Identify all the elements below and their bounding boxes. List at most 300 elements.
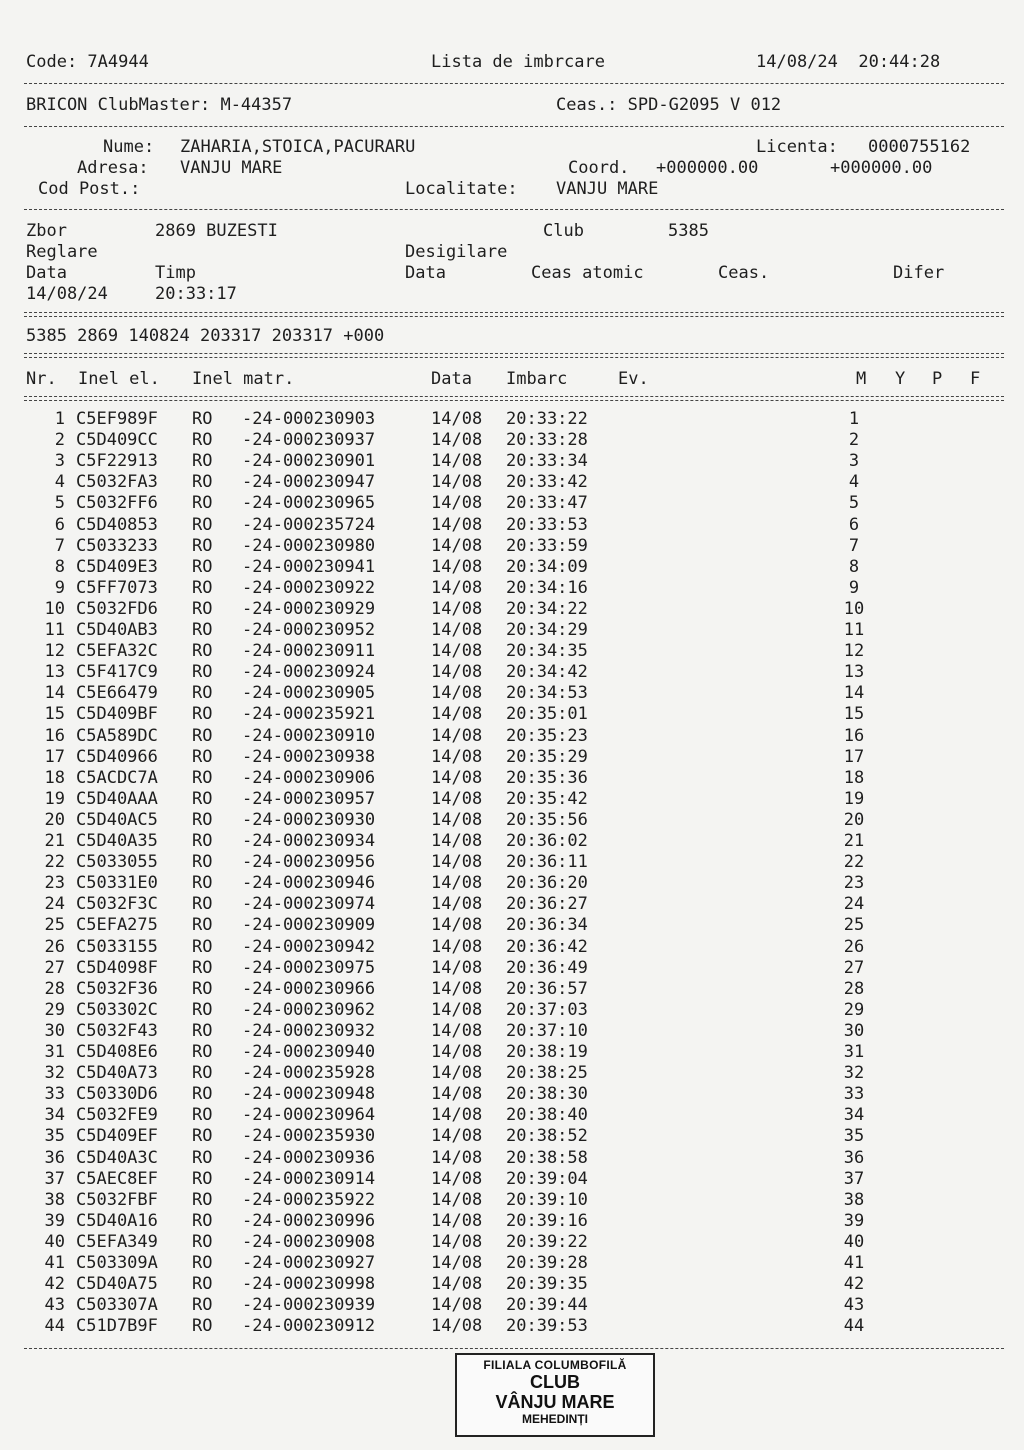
m-count: 4 bbox=[848, 472, 860, 493]
col-header-m: M bbox=[856, 369, 867, 389]
ring-country: RO bbox=[192, 704, 213, 725]
arrival-time: 20:39:35 bbox=[506, 1274, 588, 1295]
stamp-line-4: MEHEDINȚI bbox=[522, 1412, 588, 1426]
arrival-time: 20:35:56 bbox=[506, 809, 588, 830]
arrival-date: 14/08 bbox=[431, 1316, 483, 1337]
ring-electronic: C5D40966 bbox=[76, 746, 158, 767]
ring-country: RO bbox=[192, 472, 213, 493]
row-number: 7 bbox=[54, 535, 65, 556]
arrival-date: 14/08 bbox=[431, 556, 483, 577]
m-count: 12 bbox=[843, 641, 865, 662]
ring-electronic: C5F417C9 bbox=[76, 662, 158, 683]
arrival-time: 20:36:49 bbox=[506, 957, 588, 978]
table-row bbox=[0, 1295, 1024, 1316]
row-number: 37 bbox=[44, 1168, 65, 1189]
ring-electronic: C5D40A73 bbox=[76, 1063, 158, 1084]
arrival-date: 14/08 bbox=[431, 1084, 483, 1105]
ring-electronic: C5032FA3 bbox=[76, 472, 158, 493]
ring-matriculation: -24-000230929 bbox=[242, 598, 376, 619]
row-number: 8 bbox=[54, 556, 65, 577]
ring-electronic: C5D409BF bbox=[76, 704, 158, 725]
table-row bbox=[0, 1169, 1024, 1190]
row-number: 6 bbox=[54, 514, 65, 535]
m-count: 2 bbox=[848, 430, 860, 451]
ring-electronic: C5AEC8EF bbox=[76, 1168, 158, 1189]
ring-matriculation: -24-000230932 bbox=[242, 1020, 376, 1041]
arrival-date: 14/08 bbox=[431, 788, 483, 809]
ring-country: RO bbox=[192, 894, 213, 915]
arrival-time: 20:34:16 bbox=[506, 577, 588, 598]
table-row bbox=[0, 451, 1024, 472]
arrival-time: 20:33:47 bbox=[506, 493, 588, 514]
ring-matriculation: -24-000230965 bbox=[242, 493, 376, 514]
m-count: 26 bbox=[843, 936, 865, 957]
table-row bbox=[0, 789, 1024, 810]
row-number: 18 bbox=[44, 767, 65, 788]
ring-electronic: C503302C bbox=[76, 999, 158, 1020]
arrival-date: 14/08 bbox=[431, 535, 483, 556]
ring-matriculation: -24-000230942 bbox=[242, 936, 376, 957]
arrival-date: 14/08 bbox=[431, 683, 483, 704]
m-count: 3 bbox=[848, 451, 860, 472]
table-row bbox=[0, 620, 1024, 641]
arrival-time: 20:33:59 bbox=[506, 535, 588, 556]
coord-lon: +000000.00 bbox=[830, 158, 933, 178]
table-row bbox=[0, 1232, 1024, 1253]
ring-electronic: C503309A bbox=[76, 1253, 158, 1273]
m-count: 34 bbox=[843, 1105, 865, 1126]
table-row bbox=[0, 1274, 1024, 1295]
ring-electronic: C5D40853 bbox=[76, 514, 158, 535]
ring-matriculation: -24-000230912 bbox=[242, 1316, 376, 1337]
desig-data-label: Data bbox=[405, 263, 446, 283]
arrival-date: 14/08 bbox=[431, 852, 483, 873]
row-number: 24 bbox=[44, 894, 65, 915]
row-number: 39 bbox=[44, 1210, 65, 1231]
ring-electronic: C5D408E6 bbox=[76, 1042, 158, 1062]
ring-country: RO bbox=[192, 725, 213, 746]
col-header-imbarc: Imbarc bbox=[506, 369, 568, 389]
arrival-time: 20:37:10 bbox=[506, 1020, 588, 1041]
postcode-label: Cod Post.: bbox=[38, 179, 141, 199]
reglare-label: Reglare bbox=[26, 242, 98, 262]
col-header-inel-el: Inel el. bbox=[78, 369, 160, 389]
ring-country: RO bbox=[192, 1147, 213, 1168]
row-number: 19 bbox=[44, 788, 65, 809]
arrival-date: 14/08 bbox=[431, 451, 483, 472]
ring-electronic: C5ACDC7A bbox=[76, 767, 158, 788]
ring-matriculation: -24-000230975 bbox=[242, 957, 376, 978]
row-number: 16 bbox=[44, 725, 65, 746]
difer-label: Difer bbox=[893, 263, 945, 283]
arrival-date: 14/08 bbox=[431, 1147, 483, 1168]
row-number: 15 bbox=[44, 704, 65, 725]
row-number: 13 bbox=[44, 662, 65, 683]
ring-country: RO bbox=[192, 493, 213, 514]
ring-matriculation: -24-000230952 bbox=[242, 620, 376, 640]
ring-country: RO bbox=[192, 1231, 213, 1252]
ring-matriculation: -24-000230901 bbox=[242, 451, 376, 472]
clubmaster-id: BRICON ClubMaster: M-44357 bbox=[26, 95, 293, 115]
ring-matriculation: -24-000230910 bbox=[242, 725, 376, 746]
arrival-time: 20:33:28 bbox=[506, 430, 588, 451]
ring-electronic: C5032F3C bbox=[76, 894, 158, 915]
ring-matriculation: -24-000230936 bbox=[242, 1147, 376, 1168]
ring-electronic: C5033233 bbox=[76, 535, 158, 556]
ring-matriculation: -24-000230957 bbox=[242, 788, 376, 809]
arrival-time: 20:38:40 bbox=[506, 1105, 588, 1126]
row-number: 2 bbox=[54, 430, 65, 451]
table-row bbox=[0, 915, 1024, 936]
row-number: 12 bbox=[44, 641, 65, 662]
table-row bbox=[0, 1000, 1024, 1021]
table-row bbox=[0, 704, 1024, 725]
arrival-time: 20:39:04 bbox=[506, 1168, 588, 1189]
m-count: 8 bbox=[848, 556, 860, 577]
ring-country: RO bbox=[192, 1210, 213, 1231]
arrival-date: 14/08 bbox=[431, 873, 483, 894]
arrival-time: 20:38:25 bbox=[506, 1063, 588, 1084]
arrival-time: 20:39:28 bbox=[506, 1253, 588, 1273]
m-count: 6 bbox=[848, 514, 860, 535]
ring-country: RO bbox=[192, 1274, 213, 1295]
ring-country: RO bbox=[192, 514, 213, 535]
row-number: 3 bbox=[54, 451, 65, 472]
row-number: 41 bbox=[44, 1253, 65, 1273]
row-number: 20 bbox=[44, 809, 65, 830]
row-number: 38 bbox=[44, 1189, 65, 1210]
ring-country: RO bbox=[192, 430, 213, 451]
ring-country: RO bbox=[192, 451, 213, 472]
arrival-time: 20:36:27 bbox=[506, 894, 588, 915]
arrival-time: 20:34:29 bbox=[506, 620, 588, 640]
arrival-time: 20:36:42 bbox=[506, 936, 588, 957]
ring-matriculation: -24-000230946 bbox=[242, 873, 376, 894]
ring-electronic: C5D40A16 bbox=[76, 1210, 158, 1231]
ring-electronic: C5D40A75 bbox=[76, 1274, 158, 1295]
arrival-time: 20:33:34 bbox=[506, 451, 588, 472]
m-count: 21 bbox=[843, 831, 865, 851]
document-title: Lista de imbrcare bbox=[431, 52, 605, 72]
ring-matriculation: -24-000230980 bbox=[242, 535, 376, 556]
row-number: 31 bbox=[44, 1042, 65, 1062]
table-row bbox=[0, 873, 1024, 894]
row-number: 25 bbox=[44, 915, 65, 936]
table-row bbox=[0, 599, 1024, 620]
arrival-date: 14/08 bbox=[431, 1042, 483, 1062]
arrival-date: 14/08 bbox=[431, 577, 483, 598]
zbor-value: 2869 BUZESTI bbox=[155, 221, 278, 241]
divider bbox=[24, 209, 1004, 210]
table-row bbox=[0, 937, 1024, 958]
arrival-date: 14/08 bbox=[431, 641, 483, 662]
divider bbox=[24, 1348, 1004, 1349]
ring-electronic: C5EF989F bbox=[76, 409, 158, 429]
ring-electronic: C50331E0 bbox=[76, 873, 158, 894]
m-count: 16 bbox=[843, 725, 865, 746]
ring-country: RO bbox=[192, 999, 213, 1020]
table-row bbox=[0, 810, 1024, 831]
m-count: 33 bbox=[843, 1084, 865, 1105]
m-count: 43 bbox=[843, 1295, 865, 1316]
row-number: 28 bbox=[44, 978, 65, 999]
ceas-label: Ceas. bbox=[718, 263, 770, 283]
arrival-date: 14/08 bbox=[431, 809, 483, 830]
ring-electronic: C5032F43 bbox=[76, 1020, 158, 1041]
col-header-f: F bbox=[970, 369, 981, 389]
row-number: 30 bbox=[44, 1020, 65, 1041]
ring-electronic: C5F22913 bbox=[76, 451, 158, 472]
divider bbox=[24, 83, 1004, 84]
arrival-date: 14/08 bbox=[431, 1020, 483, 1041]
arrival-date: 14/08 bbox=[431, 915, 483, 936]
ring-country: RO bbox=[192, 641, 213, 662]
document-datetime: 14/08/24 20:44:28 bbox=[756, 52, 941, 72]
m-count: 28 bbox=[843, 978, 865, 999]
ring-matriculation: -24-000230927 bbox=[242, 1253, 376, 1273]
arrival-date: 14/08 bbox=[431, 1189, 483, 1210]
coord-lat: +000000.00 bbox=[656, 158, 759, 178]
arrival-date: 14/08 bbox=[431, 725, 483, 746]
ring-matriculation: -24-000230948 bbox=[242, 1084, 376, 1105]
arrival-time: 20:39:10 bbox=[506, 1189, 588, 1210]
arrival-time: 20:36:20 bbox=[506, 873, 588, 894]
ring-matriculation: -24-000230974 bbox=[242, 894, 376, 915]
m-count: 22 bbox=[843, 852, 865, 873]
ring-country: RO bbox=[192, 1084, 213, 1105]
owner-address: VANJU MARE bbox=[180, 158, 283, 178]
m-count: 35 bbox=[843, 1126, 865, 1147]
zbor-label: Zbor bbox=[26, 221, 67, 241]
table-row bbox=[0, 831, 1024, 852]
ring-country: RO bbox=[192, 957, 213, 978]
m-count: 17 bbox=[843, 746, 865, 767]
ring-country: RO bbox=[192, 1316, 213, 1337]
ring-matriculation: -24-000230905 bbox=[242, 683, 376, 704]
clock-id: Ceas.: SPD-G2095 V 012 bbox=[556, 95, 782, 115]
col-header-p: P bbox=[932, 369, 943, 389]
m-count: 1 bbox=[848, 409, 860, 429]
arrival-time: 20:34:22 bbox=[506, 598, 588, 619]
reg-date: 14/08/24 bbox=[26, 284, 108, 304]
table-row bbox=[0, 683, 1024, 704]
row-number: 11 bbox=[44, 620, 65, 640]
col-header-nr: Nr. bbox=[26, 369, 57, 389]
ring-matriculation: -24-000235921 bbox=[242, 704, 376, 725]
divider bbox=[24, 353, 1004, 354]
row-number: 34 bbox=[44, 1105, 65, 1126]
arrival-date: 14/08 bbox=[431, 957, 483, 978]
ring-electronic: C5EFA275 bbox=[76, 915, 158, 936]
m-count: 32 bbox=[843, 1063, 865, 1084]
arrival-date: 14/08 bbox=[431, 1231, 483, 1252]
table-row bbox=[0, 536, 1024, 557]
ring-matriculation: -24-000230903 bbox=[242, 409, 376, 429]
m-count: 40 bbox=[843, 1231, 865, 1252]
ring-matriculation: -24-000230966 bbox=[242, 978, 376, 999]
arrival-time: 20:39:16 bbox=[506, 1210, 588, 1231]
row-number: 29 bbox=[44, 999, 65, 1020]
arrival-date: 14/08 bbox=[431, 472, 483, 493]
arrival-time: 20:35:42 bbox=[506, 788, 588, 809]
arrival-date: 14/08 bbox=[431, 662, 483, 683]
arrival-date: 14/08 bbox=[431, 1274, 483, 1295]
arrival-time: 20:33:22 bbox=[506, 409, 588, 429]
ring-electronic: C5FF7073 bbox=[76, 577, 158, 598]
m-count: 19 bbox=[843, 788, 865, 809]
m-count: 31 bbox=[843, 1042, 865, 1062]
table-row bbox=[0, 747, 1024, 768]
m-count: 9 bbox=[848, 577, 860, 598]
ring-electronic: C5D40AC5 bbox=[76, 809, 158, 830]
arrival-date: 14/08 bbox=[431, 978, 483, 999]
ring-matriculation: -24-000230909 bbox=[242, 915, 376, 936]
table-row bbox=[0, 1063, 1024, 1084]
table-row bbox=[0, 1190, 1024, 1211]
col-header-y: Y bbox=[895, 369, 906, 389]
arrival-time: 20:38:30 bbox=[506, 1084, 588, 1105]
m-count: 27 bbox=[843, 957, 865, 978]
table-row bbox=[0, 557, 1024, 578]
m-count: 30 bbox=[843, 1020, 865, 1041]
ring-electronic: C5E66479 bbox=[76, 683, 158, 704]
arrival-time: 20:36:34 bbox=[506, 915, 588, 936]
ring-matriculation: -24-000230940 bbox=[242, 1042, 376, 1062]
arrival-time: 20:36:57 bbox=[506, 978, 588, 999]
table-row bbox=[0, 852, 1024, 873]
ring-country: RO bbox=[192, 1295, 213, 1316]
ring-electronic: C5EFA349 bbox=[76, 1231, 158, 1252]
ring-electronic: C503307A bbox=[76, 1295, 158, 1316]
stamp-line-2: CLUB bbox=[530, 1372, 580, 1392]
arrival-date: 14/08 bbox=[431, 704, 483, 725]
m-count: 13 bbox=[843, 662, 865, 683]
arrival-time: 20:39:53 bbox=[506, 1316, 588, 1337]
ring-matriculation: -24-000230924 bbox=[242, 662, 376, 683]
ring-electronic: C5D40AB3 bbox=[76, 620, 158, 640]
arrival-date: 14/08 bbox=[431, 767, 483, 788]
arrival-date: 14/08 bbox=[431, 1168, 483, 1189]
row-number: 44 bbox=[44, 1316, 65, 1337]
divider bbox=[24, 126, 1004, 127]
m-count: 24 bbox=[843, 894, 865, 915]
col-header-ev: Ev. bbox=[618, 369, 649, 389]
arrival-date: 14/08 bbox=[431, 430, 483, 451]
ring-electronic: C5033155 bbox=[76, 936, 158, 957]
row-number: 17 bbox=[44, 746, 65, 767]
m-count: 14 bbox=[843, 683, 865, 704]
table-row bbox=[0, 1021, 1024, 1042]
m-count: 37 bbox=[843, 1168, 865, 1189]
arrival-date: 14/08 bbox=[431, 894, 483, 915]
row-number: 14 bbox=[44, 683, 65, 704]
ring-country: RO bbox=[192, 978, 213, 999]
table-row bbox=[0, 979, 1024, 1000]
owner-name: ZAHARIA,STOICA,PACURARU bbox=[180, 137, 416, 157]
ring-electronic: C5032FBF bbox=[76, 1189, 158, 1210]
arrival-date: 14/08 bbox=[431, 999, 483, 1020]
ring-electronic: C5D409CC bbox=[76, 430, 158, 451]
ring-matriculation: -24-000230996 bbox=[242, 1210, 376, 1231]
coord-label: Coord. bbox=[568, 158, 630, 178]
ring-matriculation: -24-000230964 bbox=[242, 1105, 376, 1126]
arrival-time: 20:38:58 bbox=[506, 1147, 588, 1168]
ring-country: RO bbox=[192, 1189, 213, 1210]
ring-electronic: C5D409E3 bbox=[76, 556, 158, 577]
arrival-time: 20:36:02 bbox=[506, 831, 588, 851]
ring-matriculation: -24-000230934 bbox=[242, 831, 376, 851]
ring-matriculation: -24-000230938 bbox=[242, 746, 376, 767]
ring-country: RO bbox=[192, 852, 213, 873]
ring-matriculation: -24-000230937 bbox=[242, 430, 376, 451]
row-number: 4 bbox=[54, 472, 65, 493]
address-label: Adresa: bbox=[77, 158, 149, 178]
ring-matriculation: -24-000230930 bbox=[242, 809, 376, 830]
arrival-date: 14/08 bbox=[431, 1253, 483, 1273]
ring-electronic: C5032F36 bbox=[76, 978, 158, 999]
ring-electronic: C5032FD6 bbox=[76, 598, 158, 619]
arrival-date: 14/08 bbox=[431, 746, 483, 767]
ring-country: RO bbox=[192, 915, 213, 936]
ring-electronic: C50330D6 bbox=[76, 1084, 158, 1105]
row-number: 1 bbox=[54, 409, 65, 429]
ceas-atomic-label: Ceas atomic bbox=[531, 263, 644, 283]
ring-country: RO bbox=[192, 1168, 213, 1189]
ring-country: RO bbox=[192, 788, 213, 809]
ring-electronic: C5032FF6 bbox=[76, 493, 158, 514]
row-number: 22 bbox=[44, 852, 65, 873]
table-row bbox=[0, 409, 1024, 430]
ring-country: RO bbox=[192, 556, 213, 577]
arrival-date: 14/08 bbox=[431, 409, 483, 429]
table-row bbox=[0, 493, 1024, 514]
table-row bbox=[0, 1148, 1024, 1169]
arrival-time: 20:33:53 bbox=[506, 514, 588, 535]
arrival-time: 20:34:53 bbox=[506, 683, 588, 704]
arrival-date: 14/08 bbox=[431, 1210, 483, 1231]
ring-country: RO bbox=[192, 1063, 213, 1084]
table-row bbox=[0, 1042, 1024, 1063]
license-number: 0000755162 bbox=[868, 137, 971, 157]
arrival-date: 14/08 bbox=[431, 514, 483, 535]
ring-matriculation: -24-000230908 bbox=[242, 1231, 376, 1252]
ring-electronic: C5A589DC bbox=[76, 725, 158, 746]
table-row bbox=[0, 1105, 1024, 1126]
table-row bbox=[0, 1316, 1024, 1337]
ring-matriculation: -24-000235928 bbox=[242, 1063, 376, 1084]
row-number: 23 bbox=[44, 873, 65, 894]
stamp-line-1: FILIALA COLUMBOFILĂ bbox=[483, 1358, 627, 1372]
locality-value: VANJU MARE bbox=[556, 179, 659, 199]
arrival-date: 14/08 bbox=[431, 620, 483, 640]
arrival-date: 14/08 bbox=[431, 1126, 483, 1147]
desigilare-label: Desigilare bbox=[405, 242, 508, 262]
table-row bbox=[0, 1253, 1024, 1274]
ring-electronic: C51D7B9F bbox=[76, 1316, 158, 1337]
divider bbox=[24, 312, 1004, 313]
arrival-time: 20:35:29 bbox=[506, 746, 588, 767]
flight-code-line: 5385 2869 140824 203317 203317 +000 bbox=[26, 326, 385, 346]
ring-country: RO bbox=[192, 767, 213, 788]
divider bbox=[24, 316, 1004, 317]
arrival-date: 14/08 bbox=[431, 831, 483, 851]
m-count: 41 bbox=[843, 1253, 865, 1273]
m-count: 29 bbox=[843, 999, 865, 1020]
m-count: 18 bbox=[843, 767, 865, 788]
arrival-date: 14/08 bbox=[431, 936, 483, 957]
ring-country: RO bbox=[192, 1105, 213, 1126]
ring-matriculation: -24-000230939 bbox=[242, 1295, 376, 1316]
